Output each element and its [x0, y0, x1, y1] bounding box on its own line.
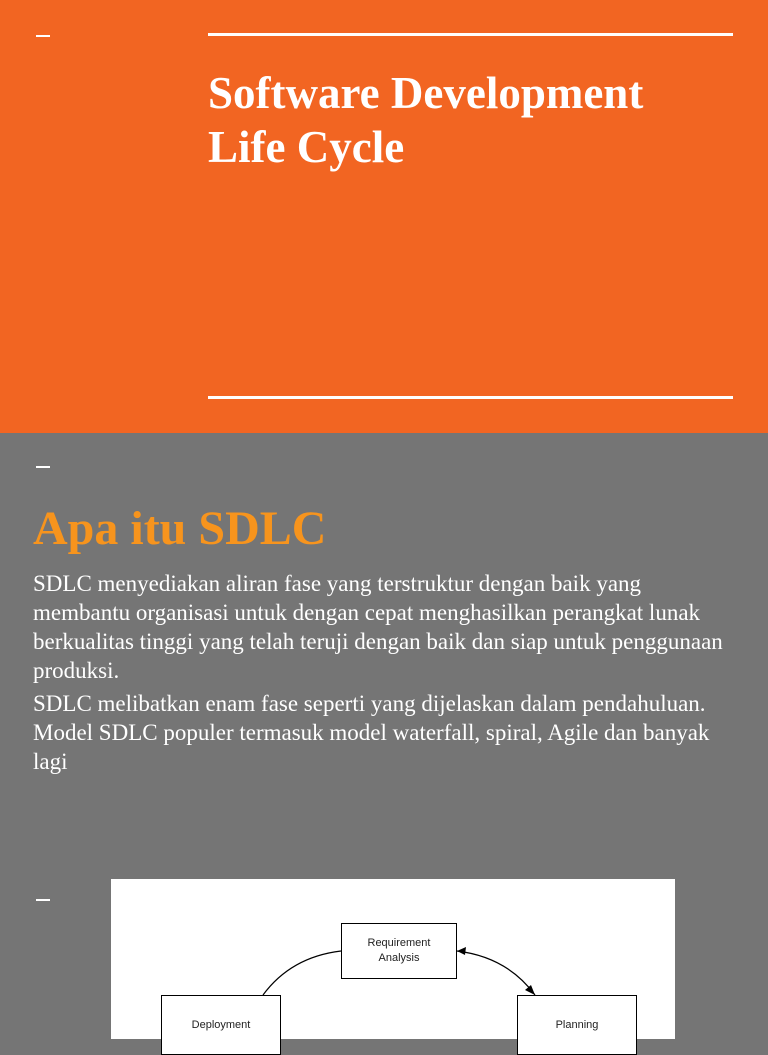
title-slide: [0, 0, 768, 433]
arrow-head-requirement: [457, 947, 466, 955]
node-planning: [517, 995, 637, 1055]
top-divider: [208, 33, 733, 36]
sdlc-intro-slide: [0, 433, 768, 869]
slide-marker-dash: [36, 899, 50, 901]
title-line-2: Life Cycle: [208, 122, 405, 172]
slide-marker-dash: [36, 35, 50, 37]
slide-heading: Apa itu SDLC: [33, 502, 327, 555]
title-line-1: Software Development: [208, 68, 644, 118]
node-label-line-1: Requirement: [367, 937, 431, 949]
paragraph-1: SDLC menyediakan aliran fase yang terstruktur dengan baik yang membantu organisasi untuk dengan cepat menghasilkan perangkat lunak berkualitas tinggi yang telah teruji dengan baik dan siap untuk penggunaan produksi.: [33, 571, 723, 683]
slide-title: [208, 66, 748, 174]
arc-deployment-to-requirement: [263, 951, 341, 995]
node-label-line-2: Analysis: [378, 952, 420, 964]
slide-marker-dash: [36, 466, 50, 468]
sdlc-cycle-diagram: [111, 879, 675, 1039]
node-deployment: [161, 995, 281, 1055]
arrow-head-planning: [525, 985, 535, 995]
bottom-divider: [208, 396, 733, 399]
sdlc-diagram-slide: [0, 869, 768, 1031]
arc-requirement-to-planning: [457, 951, 535, 995]
node-label: Planning: [555, 1019, 599, 1031]
paragraph-2: SDLC melibatkan enam fase seperti yang dijelaskan dalam pendahuluan. Model SDLC populer termasuk model waterfall, spiral, Agile dan banyak lagi: [33, 691, 710, 774]
node-requirement-analysis: [341, 923, 457, 979]
node-label: Deployment: [191, 1019, 251, 1031]
